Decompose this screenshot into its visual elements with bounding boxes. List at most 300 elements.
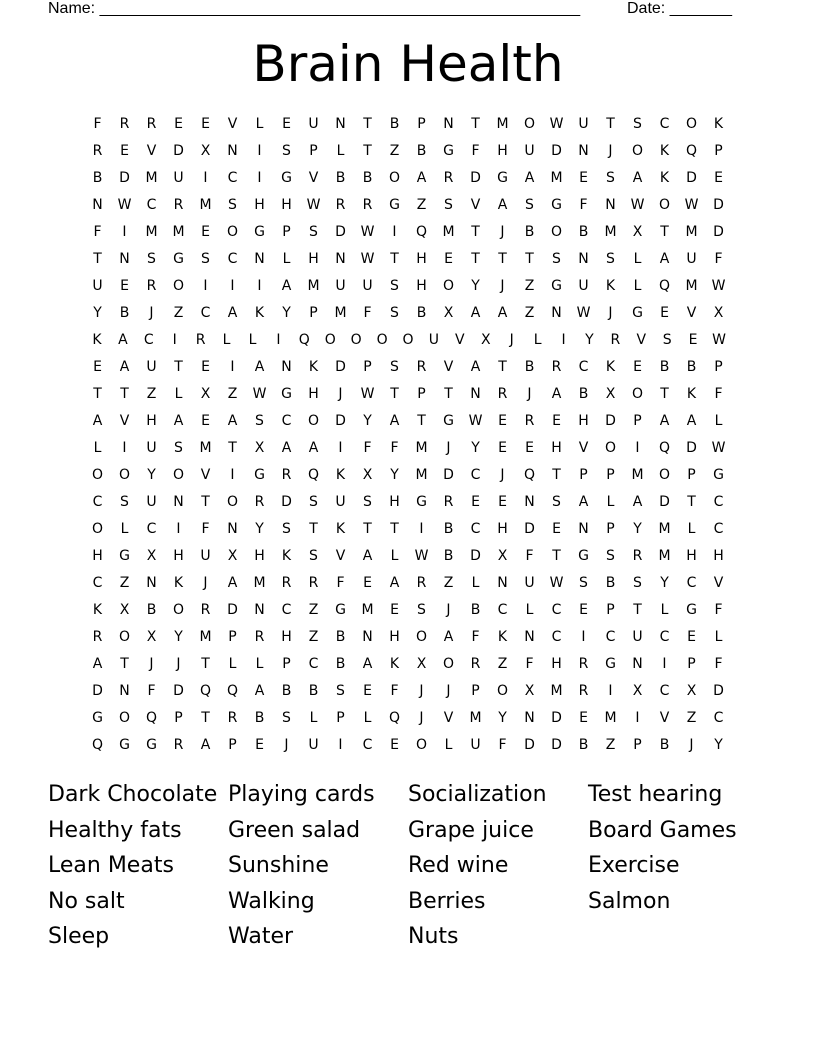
grid-letter: M (631, 467, 644, 483)
grid-row (84, 328, 732, 355)
grid-letter: Q (145, 710, 158, 726)
grid-letter: P (174, 710, 183, 726)
grid-letter: H (92, 548, 103, 564)
grid-letter: B (470, 602, 481, 618)
grid-letter: C (146, 521, 157, 537)
grid-letter: Z (308, 602, 319, 618)
grid-letter: L (363, 710, 372, 726)
grid-row (84, 436, 732, 463)
grid-row (84, 274, 732, 301)
grid-letter: R (227, 710, 238, 726)
grid-letter: Y (363, 413, 372, 429)
grid-letter: L (228, 656, 237, 672)
grid-letter: H (416, 278, 427, 294)
grid-letter: A (119, 359, 130, 375)
grid-letter: Z (524, 278, 535, 294)
grid-letter: B (254, 710, 265, 726)
grid-letter: B (335, 629, 346, 645)
grid-letter: C (713, 494, 724, 510)
grid-letter: H (497, 521, 508, 537)
grid-letter: Z (146, 386, 157, 402)
grid-letter: R (524, 413, 535, 429)
grid-letter: B (686, 359, 697, 375)
grid-letter: E (660, 305, 669, 321)
grid-letter: K (605, 278, 616, 294)
grid-letter: N (605, 197, 616, 213)
grid-letter: T (471, 224, 480, 240)
grid-letter: P (687, 467, 696, 483)
grid-letter: F (147, 683, 156, 699)
grid-letter: D (470, 170, 481, 186)
grid-letter: D (659, 494, 670, 510)
grid-letter: G (389, 197, 400, 213)
grid-letter: P (417, 386, 426, 402)
grid-letter: P (417, 116, 426, 132)
grid-letter: L (93, 440, 102, 456)
grid-letter: B (389, 116, 400, 132)
grid-letter: C (227, 251, 238, 267)
grid-letter: A (497, 305, 508, 321)
grid-letter: S (417, 602, 426, 618)
grid-letter: I (419, 521, 424, 537)
grid-letter: T (309, 521, 318, 537)
grid-letter: D (335, 413, 346, 429)
grid-letter: G (119, 548, 130, 564)
grid-letter: A (551, 386, 562, 402)
grid-letter: A (200, 737, 211, 753)
grid-row (84, 598, 732, 625)
grid-letter: M (199, 629, 212, 645)
grid-letter: E (201, 224, 210, 240)
grid-letter: N (497, 575, 508, 591)
grid-letter: E (390, 737, 399, 753)
grid-letter: S (309, 224, 318, 240)
grid-letter: Q (523, 467, 536, 483)
grid-letter: I (561, 332, 566, 348)
word-list-item: Board Games (588, 817, 737, 843)
grid-letter: E (363, 575, 372, 591)
grid-letter: S (282, 710, 291, 726)
grid-letter: T (120, 386, 129, 402)
grid-letter: X (497, 548, 508, 564)
grid-letter: N (254, 602, 265, 618)
grid-letter: L (255, 656, 264, 672)
grid-letter: E (174, 116, 183, 132)
grid-letter: Z (416, 197, 427, 213)
grid-letter: J (203, 575, 208, 591)
grid-letter: X (146, 548, 157, 564)
grid-letter: S (390, 359, 399, 375)
grid-letter: H (497, 143, 508, 159)
grid-letter: T (93, 251, 102, 267)
grid-letter: C (713, 710, 724, 726)
grid-letter: W (549, 575, 564, 591)
grid-letter: G (254, 467, 265, 483)
grid-letter: B (335, 170, 346, 186)
grid-letter: Z (686, 710, 697, 726)
grid-letter: J (419, 683, 424, 699)
grid-letter: J (500, 467, 505, 483)
grid-letter: C (659, 629, 670, 645)
grid-row (84, 733, 732, 760)
grid-letter: A (173, 413, 184, 429)
grid-letter: U (308, 737, 319, 753)
grid-letter: T (660, 224, 669, 240)
grid-letter: L (533, 332, 542, 348)
grid-letter: L (309, 710, 318, 726)
grid-letter: T (363, 116, 372, 132)
grid-letter: D (92, 683, 103, 699)
grid-letter: Y (174, 629, 183, 645)
grid-letter: B (605, 575, 616, 591)
grid-letter: H (146, 413, 157, 429)
grid-letter: M (307, 278, 320, 294)
grid-letter: K (335, 521, 346, 537)
grid-letter: U (578, 116, 589, 132)
grid-letter: B (578, 386, 589, 402)
grid-letter: R (578, 683, 589, 699)
grid-letter: O (350, 332, 362, 348)
grid-letter: Z (389, 143, 400, 159)
grid-letter: V (227, 116, 238, 132)
grid-letter: I (392, 224, 397, 240)
grid-letter: Z (227, 386, 238, 402)
grid-letter: M (469, 710, 482, 726)
grid-letter: A (362, 548, 373, 564)
grid-letter: S (552, 494, 561, 510)
grid-letter: O (658, 467, 671, 483)
grid-letter: D (713, 197, 724, 213)
grid-letter: E (633, 359, 642, 375)
grid-letter: I (122, 440, 127, 456)
grid-letter: G (119, 737, 130, 753)
grid-letter: C (659, 683, 670, 699)
grid-letter: T (363, 521, 372, 537)
grid-letter: Y (714, 737, 723, 753)
grid-letter: T (444, 386, 453, 402)
grid-letter: A (659, 251, 670, 267)
grid-letter: H (713, 548, 724, 564)
grid-letter: U (335, 494, 346, 510)
grid-letter: I (581, 629, 586, 645)
grid-letter: T (390, 521, 399, 537)
grid-letter: I (230, 467, 235, 483)
grid-letter: O (402, 332, 414, 348)
grid-letter: Z (443, 575, 454, 591)
grid-letter: N (524, 629, 535, 645)
grid-letter: Y (660, 575, 669, 591)
grid-letter: L (174, 386, 183, 402)
grid-letter: L (248, 332, 257, 348)
grid-letter: B (416, 143, 427, 159)
grid-letter: K (389, 656, 400, 672)
grid-letter: A (389, 575, 400, 591)
grid-letter: R (92, 143, 103, 159)
grid-letter: O (118, 629, 131, 645)
grid-letter: M (550, 683, 563, 699)
grid-letter: X (632, 224, 643, 240)
grid-letter: U (173, 170, 184, 186)
grid-letter: Q (298, 332, 310, 348)
date-field-label: Date: _______ (627, 0, 732, 17)
grid-letter: A (254, 683, 265, 699)
grid-letter: G (92, 710, 103, 726)
letter-grid (84, 112, 732, 762)
grid-letter: P (228, 629, 237, 645)
grid-letter: T (471, 251, 480, 267)
grid-letter: K (281, 548, 292, 564)
grid-letter: X (713, 305, 724, 321)
grid-letter: N (524, 710, 535, 726)
grid-letter: F (714, 602, 723, 618)
grid-letter: A (281, 278, 292, 294)
grid-letter: C (227, 170, 238, 186)
word-list-item: Sunshine (228, 853, 329, 878)
grid-letter: I (176, 521, 181, 537)
grid-letter: I (257, 170, 262, 186)
grid-letter: M (442, 224, 455, 240)
grid-letter: A (227, 305, 238, 321)
grid-letter: F (579, 197, 588, 213)
grid-letter: S (390, 305, 399, 321)
grid-letter: K (335, 467, 346, 483)
grid-letter: R (254, 494, 265, 510)
grid-letter: X (416, 656, 427, 672)
grid-letter: M (658, 548, 671, 564)
grid-letter: V (470, 197, 481, 213)
grid-letter: F (336, 575, 345, 591)
page-title: Brain Health (252, 35, 564, 93)
grid-letter: R (362, 197, 373, 213)
grid-letter: J (446, 602, 451, 618)
grid-letter: R (497, 386, 508, 402)
grid-letter: E (714, 170, 723, 186)
grid-letter: T (228, 440, 237, 456)
grid-letter: B (119, 305, 130, 321)
grid-letter: O (631, 386, 644, 402)
grid-letter: M (145, 224, 158, 240)
grid-letter: O (496, 683, 509, 699)
grid-letter: O (415, 629, 428, 645)
word-list-item: Berries (408, 888, 486, 914)
grid-letter: C (578, 359, 589, 375)
grid-letter: L (222, 332, 231, 348)
grid-letter: A (416, 170, 427, 186)
word-list-item: Grape juice (408, 817, 534, 843)
grid-letter: S (309, 494, 318, 510)
grid-letter: R (173, 737, 184, 753)
grid-letter: O (442, 278, 455, 294)
grid-letter: L (390, 548, 399, 564)
grid-letter: V (335, 548, 346, 564)
grid-letter: O (307, 413, 320, 429)
grid-letter: Y (585, 332, 594, 348)
grid-letter: A (632, 170, 643, 186)
grid-letter: H (551, 656, 562, 672)
grid-letter: M (415, 440, 428, 456)
grid-letter: J (689, 737, 694, 753)
grid-letter: N (524, 494, 535, 510)
grid-letter: G (686, 602, 697, 618)
grid-letter: R (416, 575, 427, 591)
grid-letter: A (92, 656, 103, 672)
grid-letter: P (309, 305, 318, 321)
word-list-item: No salt (48, 888, 125, 914)
grid-letter: L (255, 116, 264, 132)
grid-letter: D (605, 413, 616, 429)
grid-letter: S (579, 575, 588, 591)
grid-letter: S (363, 494, 372, 510)
grid-letter: S (444, 197, 453, 213)
grid-letter: E (579, 710, 588, 726)
grid-letter: D (713, 683, 724, 699)
grid-letter: P (606, 521, 615, 537)
grid-letter: M (685, 224, 698, 240)
grid-letter: X (200, 143, 211, 159)
grid-letter: V (578, 440, 589, 456)
grid-letter: X (632, 683, 643, 699)
word-list-item: Green salad (228, 817, 361, 843)
grid-letter: N (119, 683, 130, 699)
grid-letter: N (578, 521, 589, 537)
grid-letter: U (578, 278, 589, 294)
grid-letter: U (92, 278, 103, 294)
grid-letter: P (471, 683, 480, 699)
grid-letter: P (579, 467, 588, 483)
grid-letter: O (118, 710, 131, 726)
grid-letter: S (228, 197, 237, 213)
grid-letter: N (254, 251, 265, 267)
grid-letter: S (525, 197, 534, 213)
grid-letter: V (659, 710, 670, 726)
grid-letter: L (525, 602, 534, 618)
grid-letter: F (471, 143, 480, 159)
grid-letter: V (455, 332, 465, 348)
grid-letter: E (120, 278, 129, 294)
grid-letter: O (91, 521, 104, 537)
grid-row (84, 652, 732, 679)
grid-letter: U (686, 251, 697, 267)
grid-letter: V (200, 467, 211, 483)
grid-letter: B (443, 548, 454, 564)
grid-letter: U (470, 737, 481, 753)
grid-letter: M (361, 602, 374, 618)
grid-letter: H (308, 251, 319, 267)
grid-letter: D (551, 737, 562, 753)
grid-letter: B (92, 170, 103, 186)
grid-letter: M (604, 710, 617, 726)
grid-letter: D (335, 224, 346, 240)
grid-row (84, 220, 732, 247)
grid-letter: E (552, 413, 561, 429)
grid-letter: D (524, 737, 535, 753)
grid-letter: E (255, 737, 264, 753)
grid-letter: L (714, 629, 723, 645)
grid-letter: J (419, 710, 424, 726)
grid-letter: N (470, 386, 481, 402)
grid-letter: O (376, 332, 388, 348)
grid-letter: Q (226, 683, 239, 699)
grid-letter: U (308, 116, 319, 132)
grid-letter: S (606, 251, 615, 267)
header (48, 0, 748, 20)
grid-letter: U (146, 359, 157, 375)
grid-letter: P (633, 737, 642, 753)
grid-letter: N (173, 494, 184, 510)
grid-letter: U (362, 278, 373, 294)
grid-letter: S (255, 413, 264, 429)
grid-letter: A (632, 494, 643, 510)
grid-letter: L (606, 494, 615, 510)
grid-letter: Y (390, 467, 399, 483)
grid-letter: S (606, 170, 615, 186)
grid-letter: P (309, 143, 318, 159)
grid-letter: I (203, 170, 208, 186)
grid-letter: O (388, 170, 401, 186)
grid-letter: W (117, 197, 132, 213)
grid-letter: G (713, 467, 724, 483)
grid-letter: H (254, 548, 265, 564)
grid-letter: G (281, 386, 292, 402)
grid-letter: B (659, 359, 670, 375)
grid-letter: X (686, 683, 697, 699)
grid-letter: T (417, 413, 426, 429)
grid-letter: Q (307, 467, 320, 483)
grid-letter: F (498, 737, 507, 753)
word-list-item: Playing cards (228, 782, 375, 807)
grid-letter: J (509, 332, 514, 348)
grid-letter: S (309, 548, 318, 564)
grid-letter: F (363, 440, 372, 456)
grid-letter: A (470, 359, 481, 375)
grid-letter: K (254, 305, 265, 321)
grid-letter: U (146, 440, 157, 456)
grid-letter: T (93, 386, 102, 402)
grid-letter: V (686, 305, 697, 321)
grid-letter: J (149, 656, 154, 672)
grid-row (84, 463, 732, 490)
grid-letter: V (308, 170, 319, 186)
grid-letter: K (497, 629, 508, 645)
grid-letter: N (335, 116, 346, 132)
grid-row (84, 166, 732, 193)
grid-letter: T (498, 359, 507, 375)
grid-letter: L (444, 737, 453, 753)
grid-letter: S (662, 332, 672, 348)
grid-letter: N (281, 359, 292, 375)
grid-letter: W (306, 197, 321, 213)
grid-letter: O (685, 116, 698, 132)
grid-letter: M (199, 440, 212, 456)
grid-letter: C (200, 305, 211, 321)
grid-letter: D (119, 170, 130, 186)
grid-letter: E (498, 494, 507, 510)
grid-letter: C (605, 629, 616, 645)
grid-letter: N (227, 521, 238, 537)
word-list-item: Exercise (588, 853, 680, 878)
grid-letter: K (92, 332, 102, 348)
grid-letter: D (173, 143, 184, 159)
grid-letter: V (146, 143, 157, 159)
grid-letter: O (226, 494, 239, 510)
grid-letter: J (446, 440, 451, 456)
grid-letter: C (146, 197, 157, 213)
grid-letter: K (713, 116, 724, 132)
grid-letter: O (550, 224, 563, 240)
grid-letter: O (172, 278, 185, 294)
grid-letter: D (551, 710, 562, 726)
grid-letter: R (146, 116, 157, 132)
